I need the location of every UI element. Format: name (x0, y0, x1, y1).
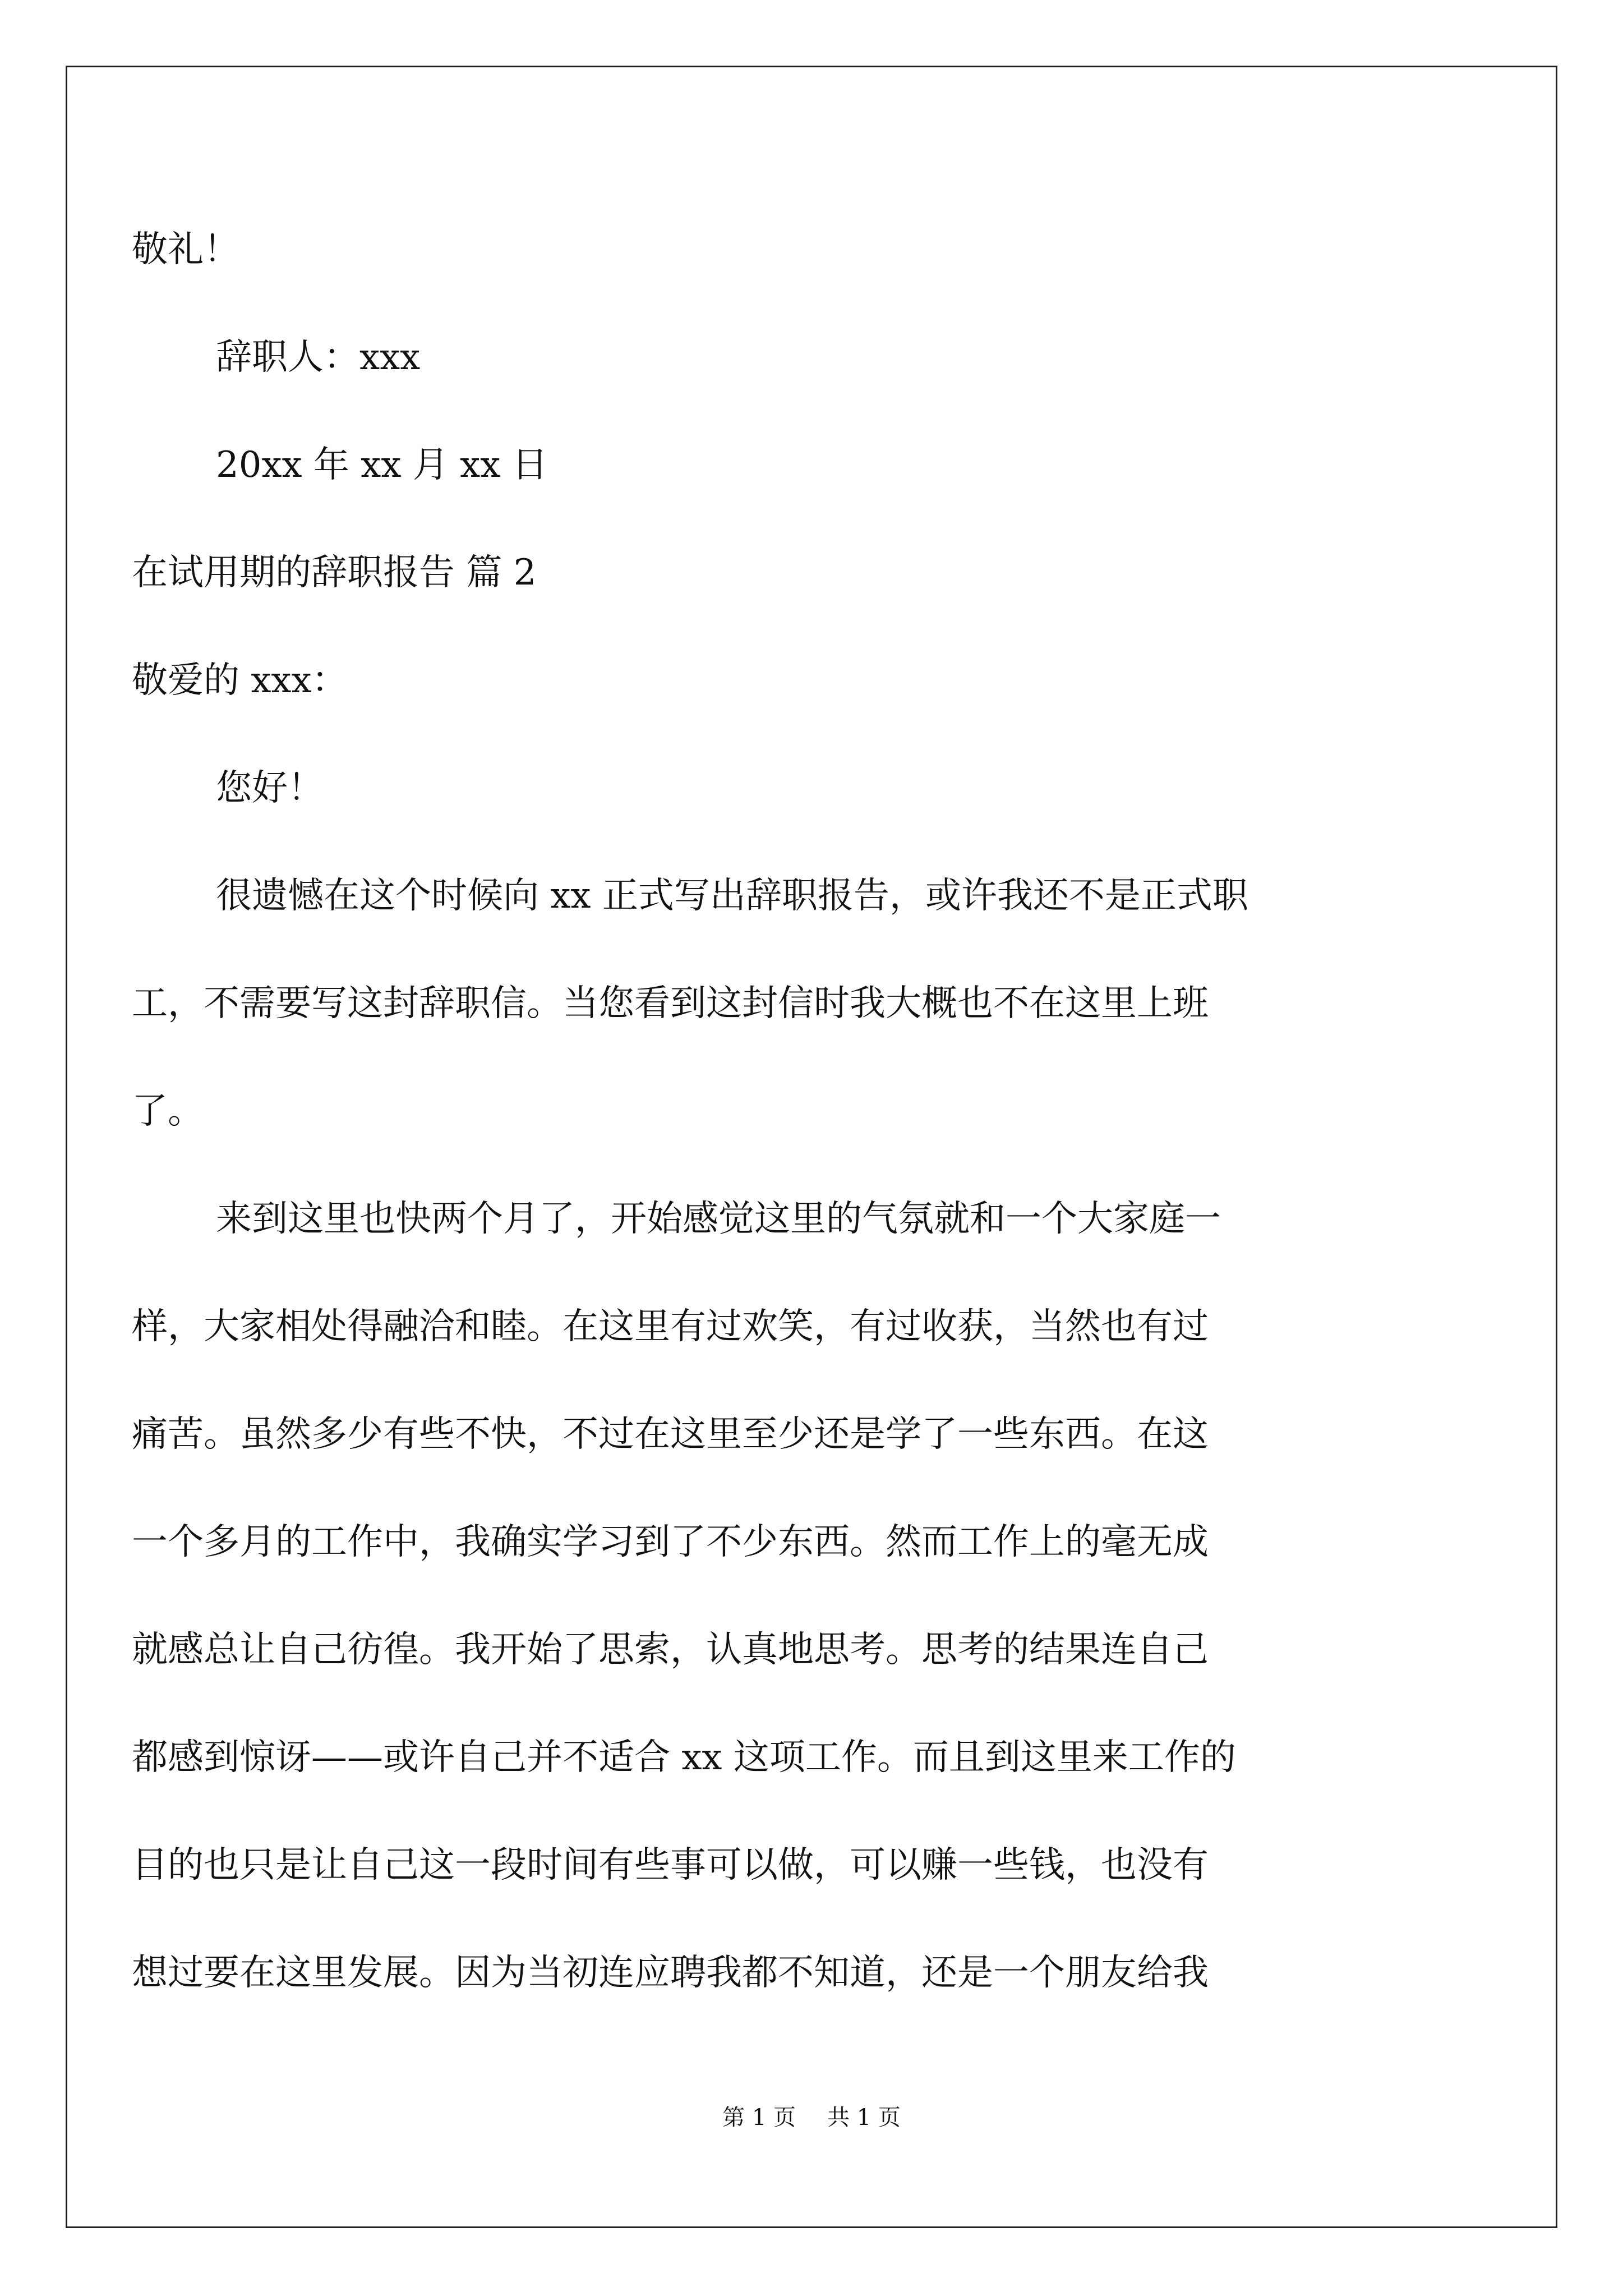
section-title: 在试用期的辞职报告 篇 2 (132, 552, 537, 593)
paragraph-line: 都感到惊讶——或许自己并不适合 xx 这项工作。而且到这里来工作的 (132, 1737, 1236, 1778)
date-line: 20xx 年 xx 月 xx 日 (216, 444, 548, 486)
page-border (66, 66, 1557, 2228)
paragraph-line: 想过要在这里发展。因为当初连应聘我都不知道，还是一个朋友给我 (132, 1952, 1209, 1994)
paragraph-line: 了。 (132, 1091, 204, 1132)
paragraph-line: 就感总让自己彷徨。我开始了思索，认真地思考。思考的结果连自己 (132, 1629, 1209, 1671)
paragraph-line: 痛苦。虽然多少有些不快，不过在这里至少还是学了一些东西。在这 (132, 1414, 1209, 1455)
paragraph-line: 来到这里也快两个月了，开始感觉这里的气氛就和一个大家庭一 (216, 1198, 1221, 1240)
paragraph-line: 一个多月的工作中，我确实学习到了不少东西。然而工作上的毫无成 (132, 1521, 1209, 1563)
closing-line: 敬礼！ (132, 229, 239, 270)
signer-line: 辞职人：xxx (216, 337, 421, 378)
paragraph-line: 目的也只是让自己这一段时间有些事可以做，可以赚一些钱，也没有 (132, 1844, 1209, 1886)
page-number-total: 共 1 页 (827, 2105, 901, 2131)
page-number-current: 第 1 页 (722, 2105, 796, 2131)
greeting-line: 您好！ (216, 767, 324, 809)
paragraph-line: 工，不需要写这封辞职信。当您看到这封信时我大概也不在这里上班 (132, 983, 1209, 1024)
paragraph-line: 很遗憾在这个时候向 xx 正式写出辞职报告，或许我还不是正式职 (216, 875, 1248, 917)
salutation-line: 敬爱的 xxx： (132, 660, 348, 701)
paragraph-line: 样，大家相处得融洽和睦。在这里有过欢笑，有过收获，当然也有过 (132, 1306, 1209, 1347)
page-footer (0, 2104, 1623, 2132)
